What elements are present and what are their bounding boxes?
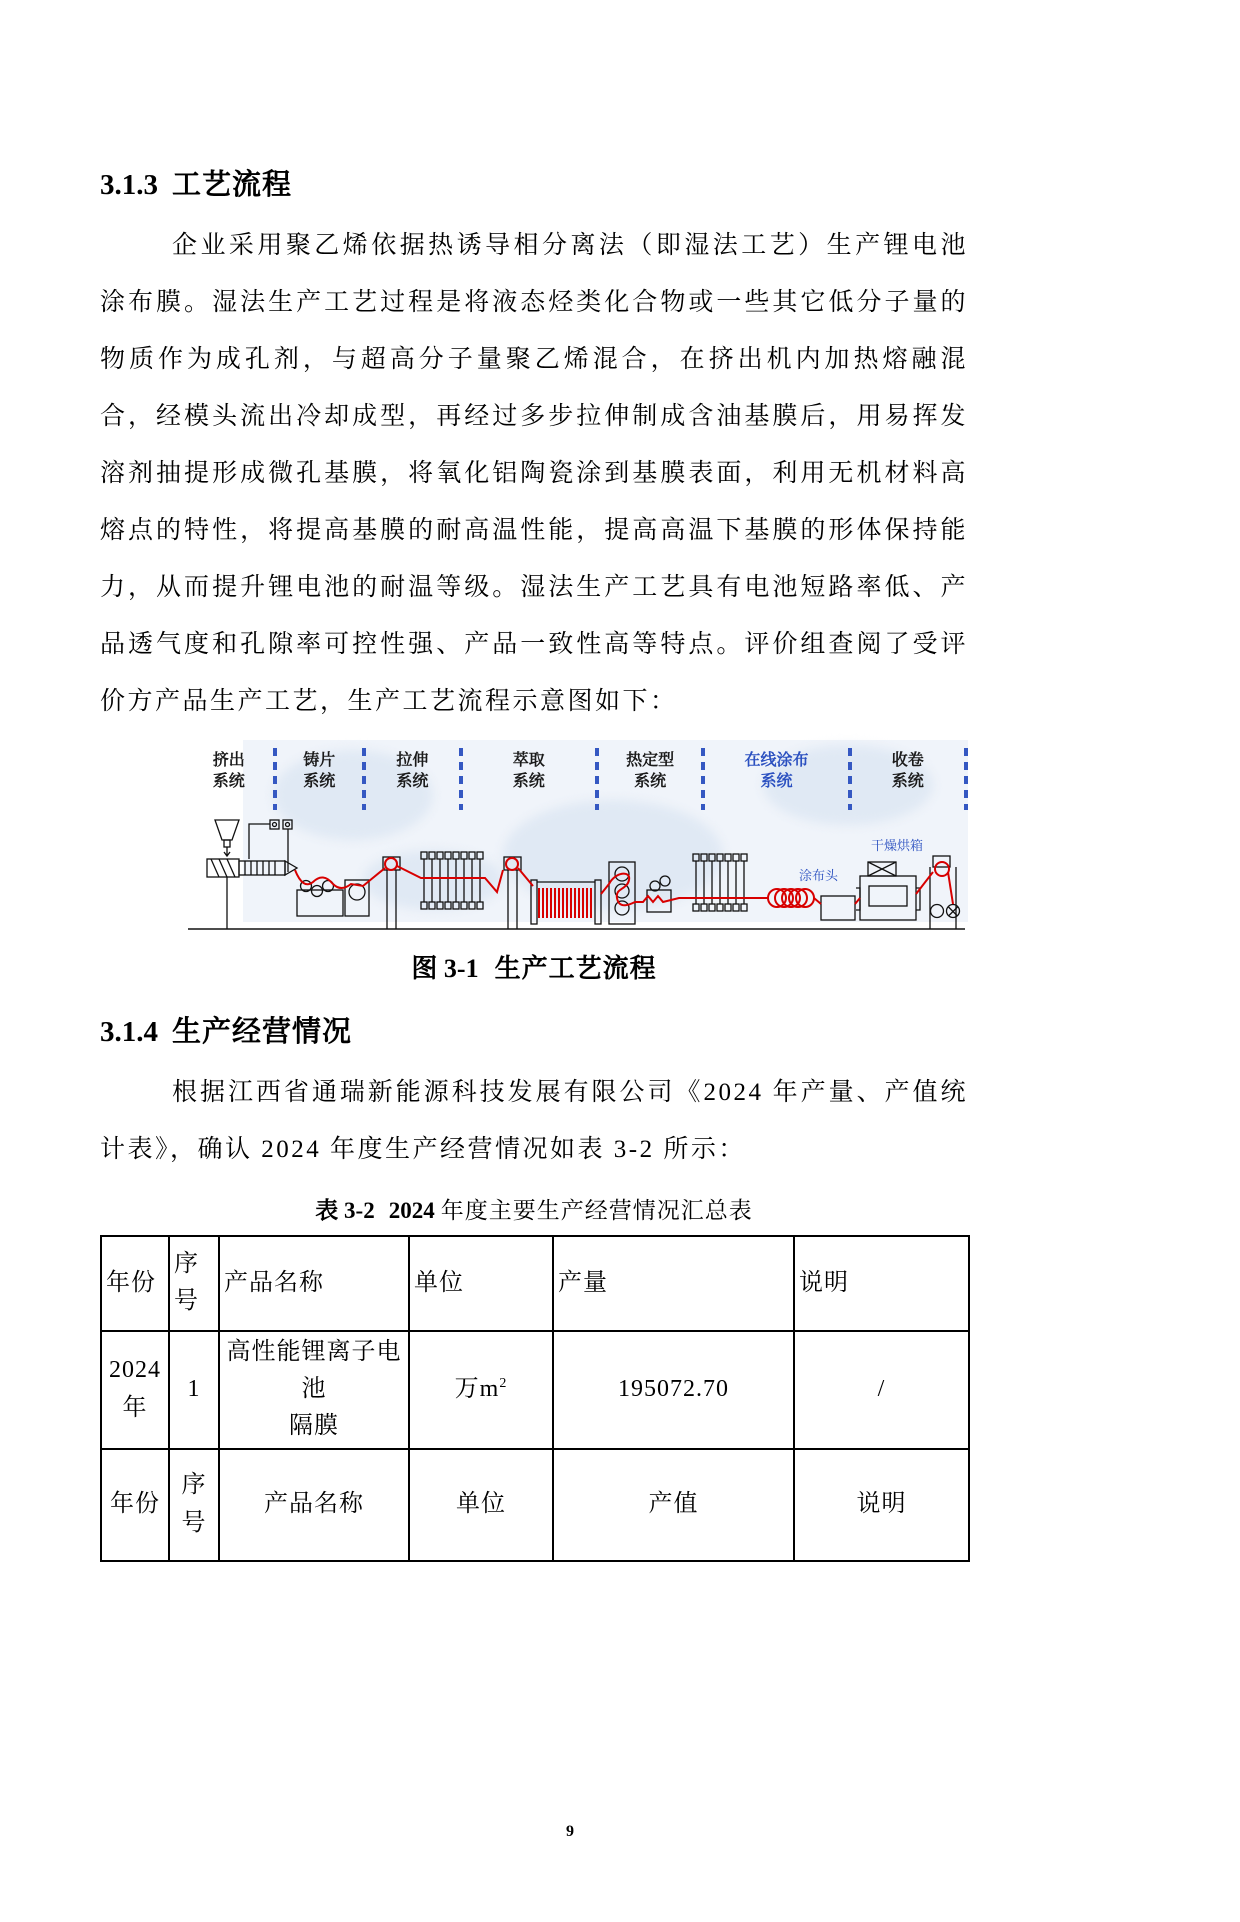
header-year-cell: 年份 [101, 1449, 169, 1561]
label-extraction-system: 萃取 系统 [512, 751, 545, 790]
header-value-cell: 产值 [553, 1449, 794, 1561]
table-data-row [101, 1331, 969, 1449]
table-caption-year: 2024 [388, 1197, 435, 1223]
header-note-cell: 说明 [794, 1449, 969, 1561]
label-heat-setting-system: 热定型 系统 [626, 751, 675, 790]
heat-setting-frame [693, 854, 747, 911]
header-product-cell: 产品名称 [219, 1236, 409, 1331]
page-content [100, 168, 968, 1562]
section-heading-3-1-4 [100, 1015, 968, 1050]
header-index-cell: 序 号 [169, 1236, 219, 1331]
dashed-divider [964, 748, 968, 810]
table-caption-text: 年度主要生产经营情况汇总表 [440, 1197, 753, 1223]
coating-film-coil [768, 889, 814, 907]
stretching-machine [383, 852, 521, 929]
section-number: 3.1.4 [100, 1015, 158, 1048]
label-extrusion-system: 挤出 系统 [212, 751, 245, 790]
header-index-cell: 序 号 [169, 1449, 219, 1561]
operation-paragraph: 根据江西省通瑞新能源科技发展有限公司《2024 年产量、产值统计表》，确认 2024 年度生产经营情况如表 3-2 所示： [100, 1078, 968, 1163]
dry-oven-annotation: 干燥烘箱 [871, 837, 924, 853]
document-page [0, 168, 1240, 1922]
figure-number: 图 3-1 [411, 953, 479, 983]
section-title: 生产经营情况 [172, 1015, 353, 1048]
extraction-film-coil [539, 888, 591, 918]
table-header-value-row [101, 1449, 969, 1561]
figure-section-labels [185, 740, 968, 814]
data-index-cell: 1 [169, 1331, 219, 1449]
data-quantity-cell: 195072.70 [553, 1331, 794, 1449]
table-number: 表 3-2 [315, 1197, 375, 1223]
header-quantity-cell: 产量 [553, 1236, 794, 1331]
figure-caption [100, 948, 968, 985]
data-product-cell: 高性能锂离子电池 隔膜 [219, 1331, 409, 1449]
data-note-cell: / [794, 1331, 969, 1449]
data-year-cell: 2024 年 [101, 1331, 169, 1449]
page-number: 9 [566, 1823, 574, 1840]
coating-head-annotation: 涂布头 [799, 867, 839, 883]
section-number: 3.1.3 [100, 169, 158, 201]
extruder-machine [207, 820, 297, 929]
header-product-cell: 产品名称 [219, 1449, 409, 1561]
figure-title: 生产工艺流程 [494, 953, 657, 983]
label-winding-system: 收卷 系统 [891, 751, 924, 790]
table-header-output-row [101, 1236, 969, 1331]
process-flow-drawing [185, 814, 968, 932]
label-casting-system: 铸片 系统 [303, 751, 336, 790]
table-caption [100, 1192, 968, 1225]
header-note-cell: 说明 [794, 1236, 969, 1331]
header-unit-cell: 单位 [409, 1449, 553, 1561]
process-paragraph: 企业采用聚乙烯依据热诱导相分离法（即湿法工艺）生产锂电池涂布膜。湿法生产工艺过程是将液态烃类化合物或一些其它低分子量的物质作为成孔剂，与超高分子量聚乙烯混合，在挤出机内加热熔融混合，经模头流出冷却成型，再经过多步拉伸制成含油基膜后，用易挥发溶剂抽提形成微孔基膜，将氧化铝陶瓷涂到基膜表面，利用无机材料高熔点的特性，将提高基膜的耐高温性能，提高高温下基膜的形体保持能力，从而提升锂电池的耐温等级。湿法生产工艺具有电池短路率低、产品透气度和孔隙率可控性强、产品一致性高等特点。评价组查阅了受评价方产品生产工艺，生产工艺流程示意图如下： [100, 231, 968, 715]
section-title: 工艺流程 [172, 169, 293, 201]
header-unit-cell: 单位 [409, 1236, 553, 1331]
label-online-coating-system: 在线涂布 系统 [744, 751, 809, 790]
data-unit-cell: 万$m^2$ [409, 1331, 553, 1449]
label-stretching-system: 拉伸 系统 [396, 751, 429, 790]
process-flow-figure [185, 740, 968, 926]
operation-summary-table [100, 1235, 970, 1562]
header-year-cell: 年份 [101, 1236, 169, 1331]
section-heading-3-1-3 [100, 168, 968, 203]
